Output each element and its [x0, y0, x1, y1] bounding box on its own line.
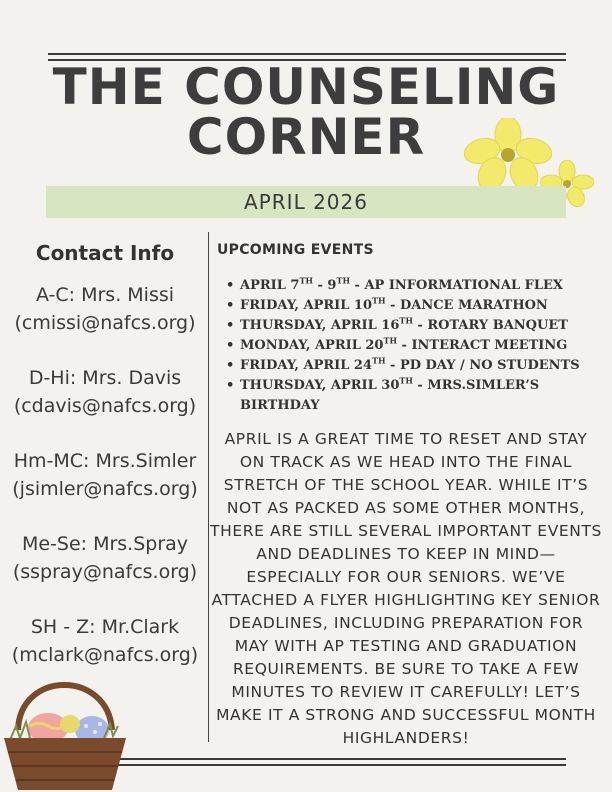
event-item: • APRIL 7TH - 9TH - AP INFORMATIONAL FLEX — [226, 275, 564, 293]
event-item: • THURSDAY, APRIL 16TH - ROTARY BANQUET — [226, 315, 568, 333]
month-banner: APRIL 2026 — [46, 186, 566, 218]
contact-range: D-Hi: Mrs. Davis — [28, 367, 182, 389]
contact-email: (mclark@nafcs.org) — [11, 644, 199, 666]
events-heading: UPCOMING EVENTS — [217, 242, 374, 258]
title-line-2: CORNER — [186, 108, 426, 166]
contact-entry — [0, 447, 210, 503]
event-item: • THURSDAY, APRIL 30TH - MRS.SIMLER’S BIRTHDAY — [226, 375, 540, 413]
event-item: • FRIDAY, APRIL 10TH - DANCE MARATHON — [226, 295, 548, 313]
contact-range: Hm-MC: Mrs.Simler — [13, 450, 197, 472]
contact-heading: Contact Info — [35, 241, 175, 265]
easter-basket-icon — [0, 660, 130, 790]
contact-entry — [0, 281, 210, 337]
message-paragraph: APRIL IS A GREAT TIME TO RESET AND STAY ON TRACK AS WE HEAD INTO THE FINAL STRETCH OF THE SCHOOL YEAR. WHILE IT’S NOT AS PACKED AS SOME OTHER MONTHS, THERE ARE STILL SEVERAL IMPORTANT EVENTS AND DEADLINES TO KEEP IN MIND—ESPECIALLY FOR OUR SENIORS. WE’VE ATTACHED A FLYER HIGHLIGHTING KEY SENIOR DEADLINES, INCLUDING PREPARATION FOR MAY WITH AP TESTING AND GRADUATION REQUIREMENTS. BE SURE TO TAKE A FEW MINUTES TO REVIEW IT CAREFULLY! LET’S MAKE IT A STRONG AND SUCCESSFUL MONTH HIGHLANDERS! — [210, 430, 602, 747]
top-rule-1 — [48, 53, 566, 55]
contact-email: (jsimler@nafcs.org) — [12, 478, 198, 500]
events-list — [222, 276, 602, 416]
contact-email: (cmissi@nafcs.org) — [14, 312, 196, 334]
title-line-1: THE COUNSELING — [52, 58, 560, 116]
column-divider — [208, 232, 209, 742]
contact-email: (cdavis@nafcs.org) — [13, 395, 197, 417]
contact-range: A-C: Mrs. Missi — [35, 284, 175, 306]
contact-range: Me-Se: Mrs.Spray — [21, 533, 189, 555]
contact-entry — [0, 530, 210, 586]
event-item: • MONDAY, APRIL 20TH - INTERACT MEETING — [226, 335, 568, 353]
contact-entry — [0, 364, 210, 420]
contact-range: SH - Z: Mr.Clark — [30, 616, 180, 638]
event-item: • FRIDAY, APRIL 24TH - PD DAY / NO STUDENTS — [226, 355, 580, 373]
contact-email: (sspray@nafcs.org) — [12, 561, 198, 583]
